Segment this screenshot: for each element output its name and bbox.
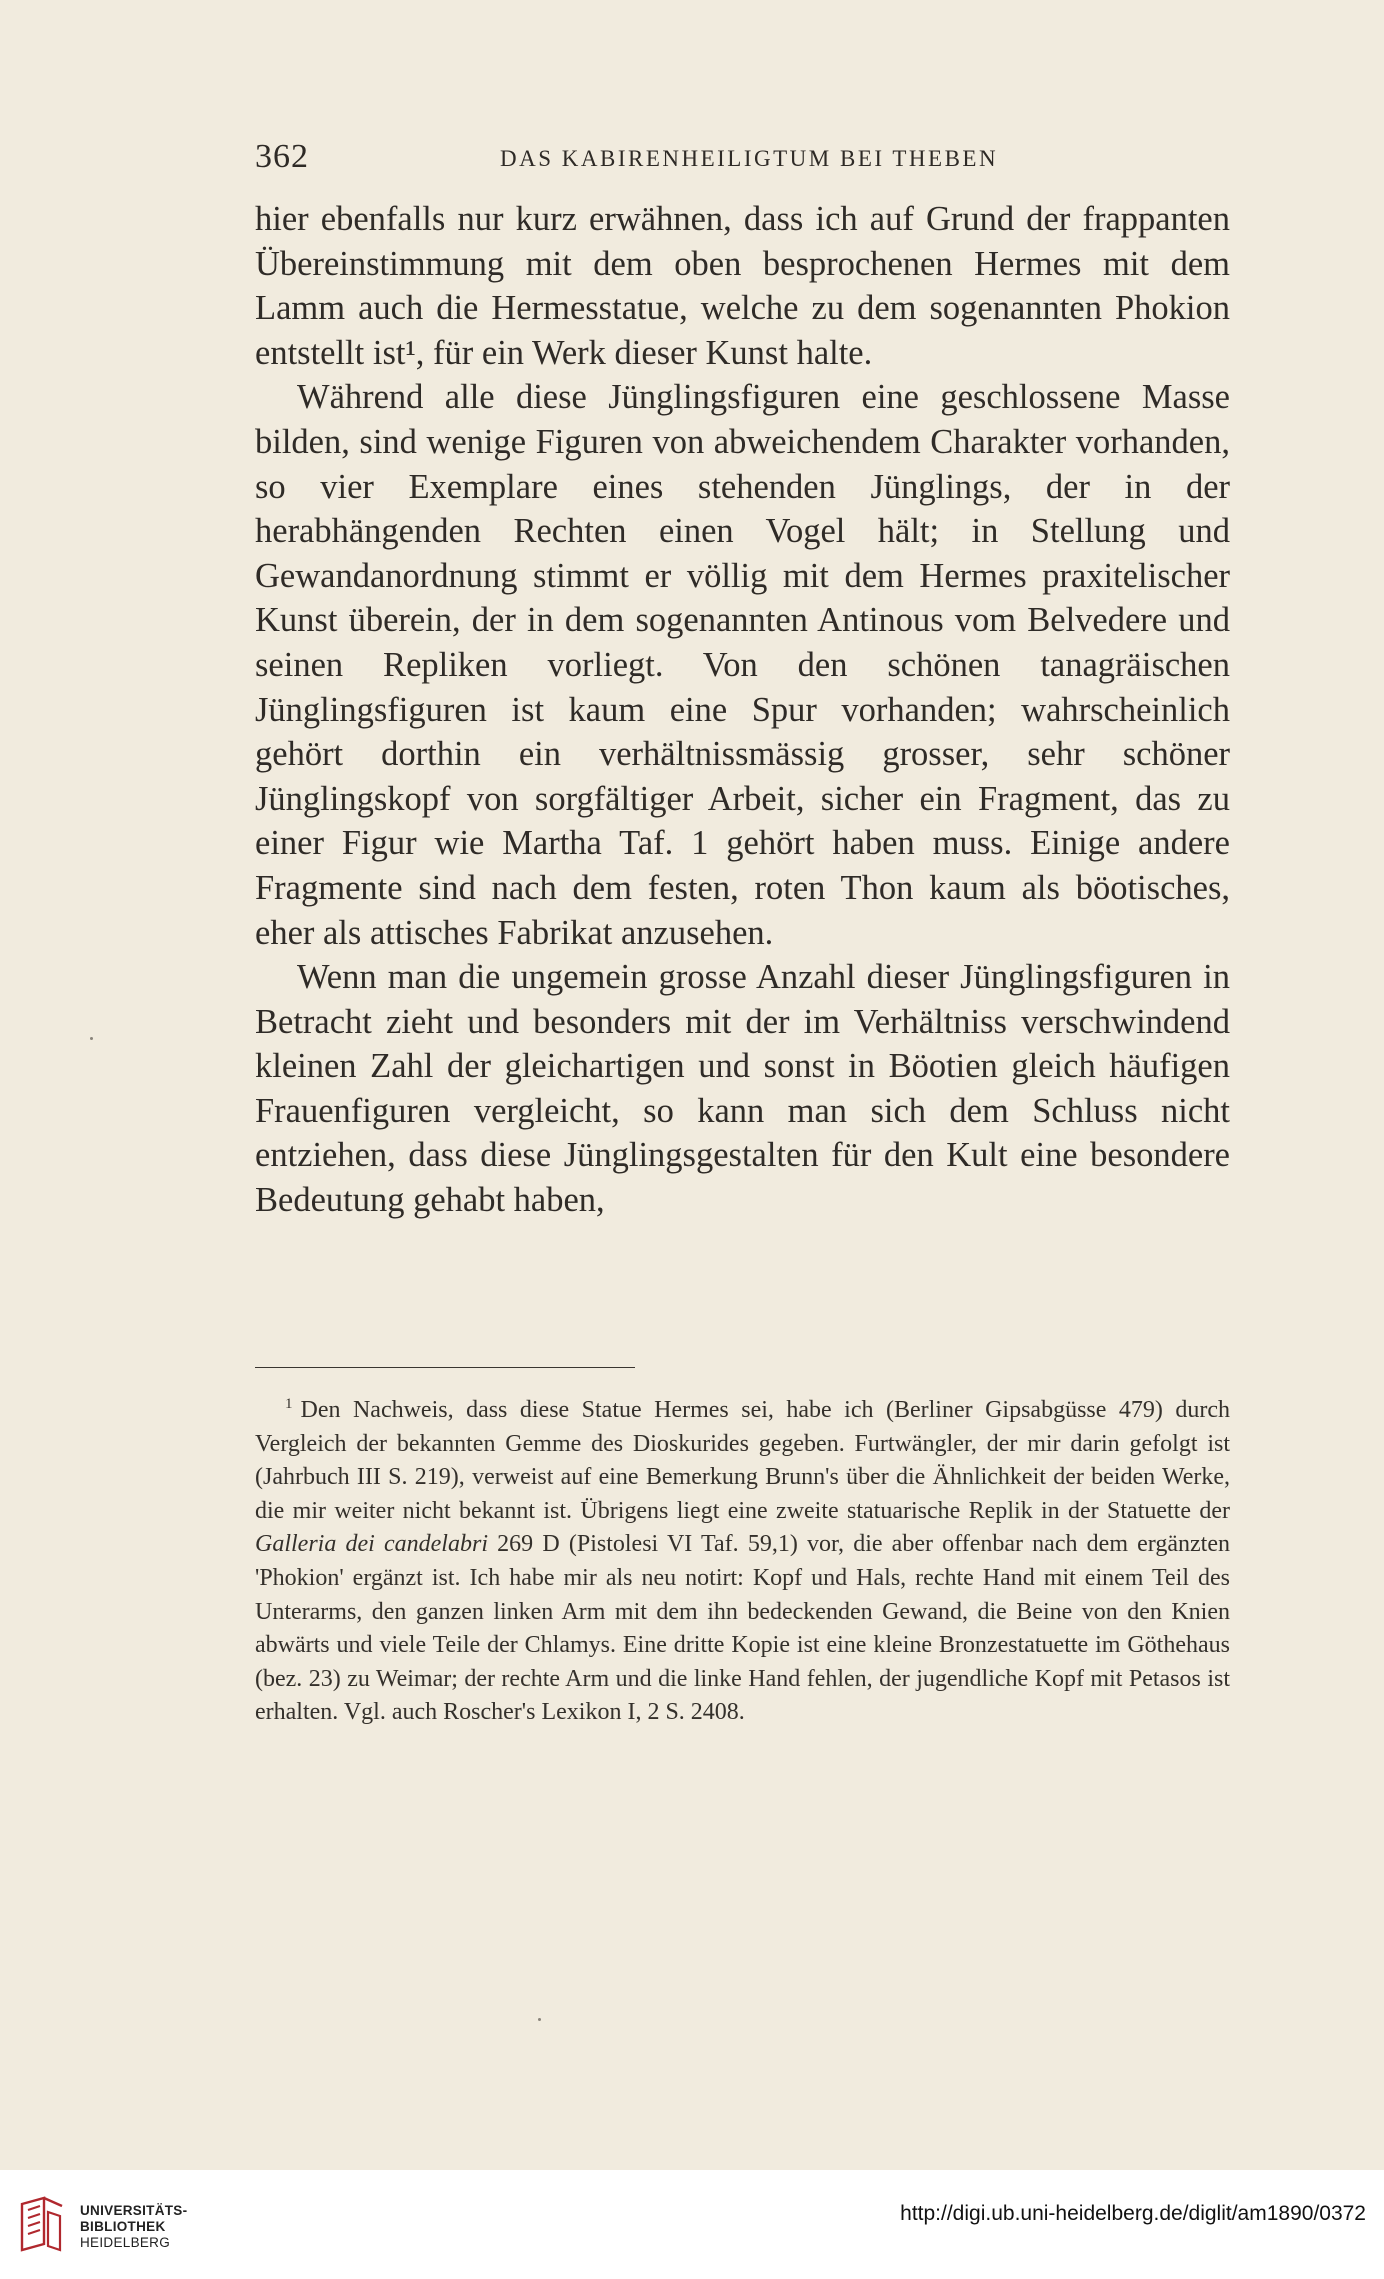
scan-speck [90, 1037, 93, 1040]
footnote-italic-title: Galleria dei candelabri [255, 1531, 488, 1558]
paragraph: Während alle diese Jünglingsfiguren eine geschlossene Masse bilden, sind wenige Figuren von abweichendem Charakter vorhanden, so vier Exemplare eines stehenden Jünglings, der in der herabhängenden Rechten einen Vogel hält; in Stellung und Gewandanordnung stimmt er völlig mit dem Hermes praxitelischer Kunst überein, der in dem sogenannten Antinous vom Belvedere und seinen Repliken vorliegt. Von den schönen tanagräischen Jünglingsfiguren ist kaum eine Spur vorhanden; wahrscheinlich gehört dorthin ein verhältnissmässig grosser, sehr schöner Jünglingskopf von sorgfältiger Arbeit, sicher ein Fragment, das zu einer Figur wie Martha Taf. 1 gehört haben muss. Einige andere Fragmente sind nach dem festen, roten Thon kaum als böotisches, eher als attisches Fabrikat anzusehen. [255, 378, 1230, 952]
footer-bar [0, 2170, 1384, 2279]
footnote-text-part2: 269 D (Pistolesi VI Taf. 59,1) vor, die aber offenbar nach dem ergänzten 'Phokion' ergänzt ist. Ich habe mir als neu notirt: Kopf und Hals, rechte Hand mit einem Teil des Unterarms, den ganzen linken Arm mit dem ihn bedeckenden Gewand, die Beine von den Knien abwärts und viele Teile der Chlamys. Eine dritte Kopie ist eine kleine Bronzestatuette im Göthehaus (bez. 23) zu Weimar; der rechte Arm und die linke Hand fehlen, der jugendliche Kopf mit Petasos ist erhalten. Vgl. auch Roscher's Lexikon I, 2 S. 2408. [255, 1531, 1230, 1726]
footnote [255, 1388, 1230, 1730]
running-head [255, 138, 1230, 178]
page-number: 362 [255, 138, 309, 175]
main-text [255, 197, 1230, 1223]
footnote-text-part1: Den Nachweis, dass diese Statue Hermes sei, habe ich (Berliner Gipsabgüsse 479) durch Vergleich der bekannten Gemme des Dioskurides gegeben. Furtwängler, der mir darin gefolgt ist (Jahrbuch III S. 219), verweist auf eine Bemerkung Brunn's über die Ähnlichkeit der beiden Werke, die mir weiter nicht bekannt ist. Übrigens liegt eine zweite statuarische Replik in der Statuette der [255, 1397, 1230, 1524]
library-name-line: BIBLIOTHEK [80, 2219, 166, 2234]
permalink-url[interactable]: http://digi.ub.uni-heidelberg.de/diglit/am1890/0372 [900, 2202, 1366, 2225]
paragraph-continuation: hier ebenfalls nur kurz erwähnen, dass ich auf Grund der frappanten Übereinstimmung mit dem oben besprochenen Hermes mit dem Lamm auch die Hermesstatue, welche zu dem sogenannten Phokion entstellt ist¹, für ein Werk dieser Kunst halte. [255, 200, 1230, 372]
running-title: DAS KABIRENHEILIGTUM BEI THEBEN [500, 146, 999, 171]
scan-speck [538, 2018, 541, 2021]
paragraph: Wenn man die ungemein grosse Anzahl dieser Jünglingsfiguren in Betracht zieht und besonders mit der im Verhältniss verschwindend kleinen Zahl der gleichartigen und sonst in Böotien gleich häufigen Frauenfiguren vergleicht, so kann man sich dem Schluss nicht entziehen, dass diese Jünglingsgestalten für den Kult eine besondere Bedeutung gehabt haben, [255, 958, 1230, 1220]
library-name [80, 2203, 187, 2251]
footnote-divider [255, 1367, 635, 1368]
library-logo-icon[interactable] [14, 2194, 68, 2254]
library-name-line: UNIVERSITÄTS- [80, 2203, 188, 2218]
footnote-marker: 1 [285, 1396, 293, 1412]
library-name-line: HEIDELBERG [80, 2235, 171, 2250]
